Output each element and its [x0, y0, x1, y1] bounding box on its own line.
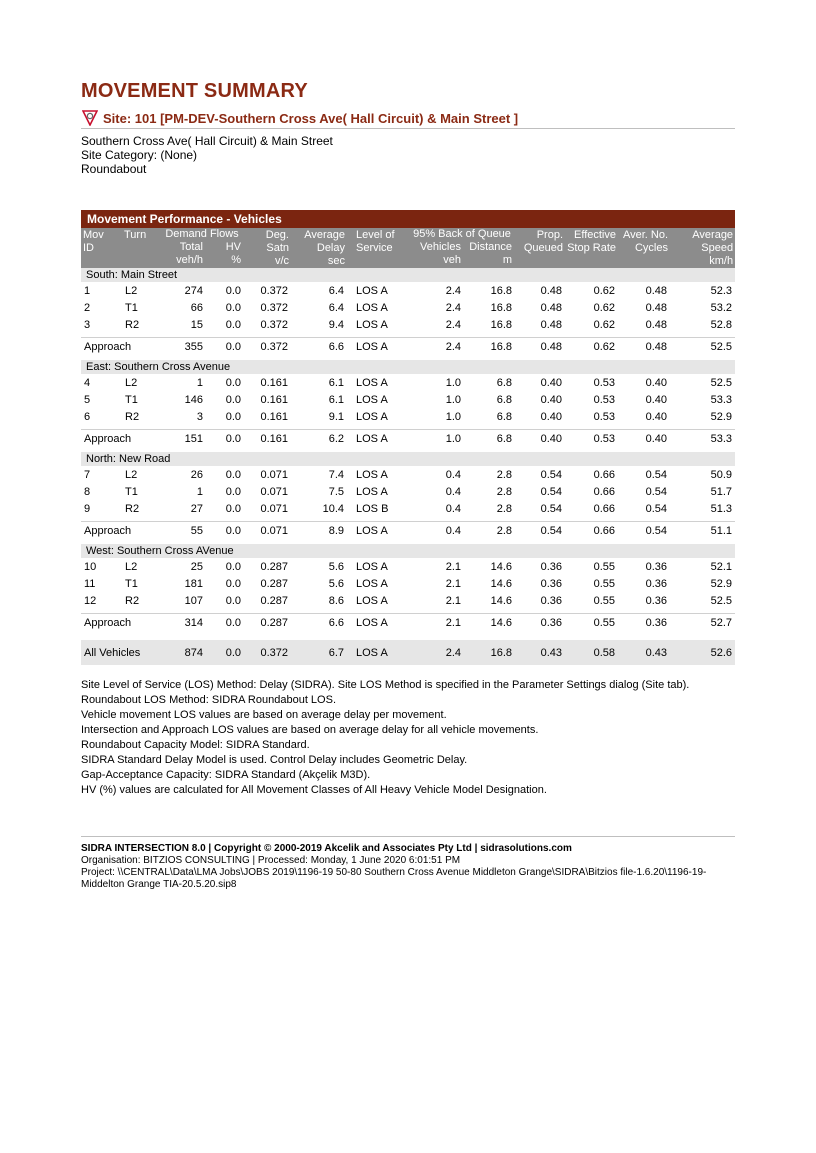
all-vehicles-row-cell: 6.7 — [291, 640, 347, 665]
table-row-cell: 52.9 — [710, 577, 733, 590]
table-row-cell: 1 — [84, 284, 91, 297]
table-row-cell: 6.1 — [328, 376, 344, 389]
table-row-cell: 0.372 — [260, 284, 288, 297]
table-row-cell: 5 — [84, 393, 91, 406]
table-row-cell: 0.36 — [645, 577, 667, 590]
table-row-cell: 10.4 — [322, 502, 344, 515]
table-row-cell: 7.4 — [328, 468, 344, 481]
table-row-cell: 2.4 — [445, 284, 461, 297]
col-vehicles: Vehicles — [420, 241, 461, 253]
table-row-cell: 6.8 — [496, 410, 512, 423]
table-row-cell: LOS A — [356, 376, 388, 389]
table-row-cell: 0.0 — [225, 502, 241, 515]
table-row-cell: 0.48 — [540, 301, 562, 314]
table-row-cell: 1 — [196, 485, 203, 498]
table-row-cell: 2.1 — [445, 560, 461, 573]
approach-row-cell: 16.8 — [464, 338, 515, 357]
approach-row-cell: 0.4 — [409, 522, 464, 541]
table-row-cell: 7 — [84, 468, 91, 481]
table-row-cell: 0.48 — [645, 318, 667, 331]
table-row-cell: L2 — [125, 560, 138, 573]
table-row-cell: 0.53 — [593, 410, 615, 423]
col-mov: Mov — [83, 229, 104, 241]
col-queued: Queued — [523, 242, 563, 254]
table-row-cell: T1 — [125, 393, 138, 406]
table-row-cell: 52.1 — [710, 560, 733, 573]
table-row-cell: 2.8 — [496, 468, 512, 481]
note: Gap-Acceptance Capacity: SIDRA Standard (Akçelik M3D). — [81, 769, 371, 781]
table-row-cell: L2 — [125, 284, 138, 297]
table-row-cell: LOS A — [356, 318, 388, 331]
approach-row-cell: Approach — [81, 430, 160, 449]
approach-group-header — [81, 544, 735, 558]
all-vehicles-row-cell: 2.4 — [409, 640, 464, 665]
table-row — [81, 391, 735, 408]
table-row-cell: 0.48 — [540, 318, 562, 331]
table-row-cell: LOS A — [356, 577, 388, 590]
table-header — [81, 228, 735, 268]
approach-row-cell: LOS A — [347, 338, 409, 357]
table-row-cell: 0.40 — [540, 393, 562, 406]
approach-row-cell: 0.53 — [565, 430, 618, 449]
col-average-speed: Average — [692, 229, 734, 241]
all-vehicles-row-cell: All Vehicles — [81, 640, 160, 665]
table-row-cell: 9.1 — [328, 410, 344, 423]
table-row-cell: 8.6 — [328, 594, 344, 607]
table-row-cell: R2 — [125, 410, 140, 423]
table-row-cell: 0.372 — [260, 301, 288, 314]
table-row-cell: 51.7 — [710, 485, 733, 498]
table-row-cell: R2 — [125, 502, 140, 515]
approach-row-cell: LOS A — [347, 522, 409, 541]
table-row-cell: 1.0 — [445, 410, 461, 423]
site-title: Site: 101 [PM-DEV-Southern Cross Ave( Hall Circuit) & Main Street ] — [103, 111, 519, 126]
table-row — [81, 575, 735, 592]
col-average: Average — [304, 229, 345, 241]
approach-row-cell: Approach — [81, 614, 160, 633]
table-row-cell: 2 — [84, 301, 91, 314]
approach-row-cell: 151 — [160, 430, 206, 449]
approach-row-cell: 0.071 — [244, 522, 291, 541]
table-row-cell: 66 — [190, 301, 203, 314]
table-row-cell: 0.0 — [225, 485, 241, 498]
table-row — [81, 299, 735, 316]
table-row-cell: 0.161 — [260, 376, 288, 389]
unit-vehh: veh/h — [176, 254, 203, 266]
approach-row-cell: 51.1 — [670, 522, 735, 541]
table-row-cell: 0.40 — [645, 410, 667, 423]
approach-row-cell: 0.62 — [565, 338, 618, 357]
table-row-cell: 0.40 — [645, 393, 667, 406]
site-category: Site Category: (None) — [81, 148, 198, 162]
table-row-cell: 0.54 — [645, 502, 667, 515]
roundabout-triangle-icon — [82, 110, 98, 126]
table-row-cell: 1.0 — [445, 393, 461, 406]
table-row-cell: LOS A — [356, 485, 388, 498]
approach-row — [81, 522, 735, 541]
approach-row-cell: LOS A — [347, 614, 409, 633]
approach-row-cell: 0.54 — [618, 522, 670, 541]
table-row-cell: 7.5 — [328, 485, 344, 498]
table-row-cell: 0.66 — [593, 502, 615, 515]
table-row-cell: 0.36 — [540, 594, 562, 607]
table-row-cell: 52.8 — [710, 318, 733, 331]
col-aver-no: Aver. No. — [622, 229, 668, 241]
footer — [81, 836, 735, 891]
table-row-cell: R2 — [125, 594, 140, 607]
approach-row-cell: 0.55 — [565, 614, 618, 633]
approach-name: East: Southern Cross Avenue — [81, 360, 735, 374]
approach-row-cell: 14.6 — [464, 614, 515, 633]
all-vehicles-row-cell: 16.8 — [464, 640, 515, 665]
unit-pct: % — [231, 254, 241, 266]
table-row-cell: 26 — [190, 468, 203, 481]
all-vehicles-row-cell: 0.58 — [565, 640, 618, 665]
approach-row-cell: 0.48 — [515, 338, 565, 357]
col-demand: Demand Flows — [165, 228, 239, 240]
table-row-cell: 0.071 — [260, 468, 288, 481]
approach-row-cell: 2.1 — [409, 614, 464, 633]
table-row-cell: 2.8 — [496, 502, 512, 515]
all-vehicles-row-cell: 0.0 — [206, 640, 244, 665]
table-row-cell: 6 — [84, 410, 91, 423]
table-row-cell: 5.6 — [328, 577, 344, 590]
table-row-cell: LOS A — [356, 594, 388, 607]
table-row-cell: 15 — [190, 318, 203, 331]
table-row-cell: T1 — [125, 577, 138, 590]
table-row-cell: 27 — [190, 502, 203, 515]
table-row-cell: 0.54 — [645, 485, 667, 498]
approach-row-cell: 52.5 — [670, 338, 735, 357]
table-row — [81, 316, 735, 333]
site-name: Southern Cross Ave( Hall Circuit) & Main Street — [81, 134, 333, 148]
table-row-cell: 14.6 — [490, 560, 512, 573]
approach-name: West: Southern Cross AVenue — [81, 544, 735, 558]
table-row-cell: 3 — [84, 318, 91, 331]
unit-veh: veh — [443, 254, 461, 266]
table-row-cell: 0.40 — [645, 376, 667, 389]
table-row-cell: 25 — [190, 560, 203, 573]
table-row-cell: 0.0 — [225, 410, 241, 423]
table-row-cell: 9.4 — [328, 318, 344, 331]
table-row-cell: 0.0 — [225, 376, 241, 389]
table-row-cell: 0.48 — [645, 301, 667, 314]
table-row-cell: 0.54 — [540, 468, 562, 481]
table-row-cell: 0.4 — [445, 485, 461, 498]
table-row-cell: 0.53 — [593, 393, 615, 406]
col-service: Service — [356, 242, 393, 254]
table-body — [81, 268, 735, 665]
approach-row-cell: 0.372 — [244, 338, 291, 357]
table-row-cell: LOS A — [356, 560, 388, 573]
note: Roundabout LOS Method: SIDRA Roundabout LOS. — [81, 694, 336, 706]
notes — [81, 678, 689, 798]
note: Roundabout Capacity Model: SIDRA Standard. — [81, 739, 310, 751]
all-vehicles-row — [81, 640, 735, 665]
table-row-cell: 0.55 — [593, 594, 615, 607]
approach-row-cell: 0.0 — [206, 338, 244, 357]
table-row-cell: 0.287 — [260, 594, 288, 607]
col-satn: Satn — [266, 242, 289, 254]
table-row-cell: 2.4 — [445, 318, 461, 331]
col-prop: Prop. — [536, 229, 563, 241]
table-row — [81, 592, 735, 609]
approach-row — [81, 338, 735, 357]
table-row-cell: LOS A — [356, 393, 388, 406]
table-row-cell: L2 — [125, 376, 138, 389]
table-row-cell: 0.40 — [540, 410, 562, 423]
table-row-cell: 0.36 — [540, 577, 562, 590]
table-row-cell: 0.66 — [593, 485, 615, 498]
col-stoprate: Stop Rate — [567, 242, 616, 254]
table-row-cell: 1 — [196, 376, 203, 389]
table-row — [81, 282, 735, 299]
all-vehicles-row-cell: 52.6 — [670, 640, 735, 665]
table-row-cell: 6.8 — [496, 393, 512, 406]
table-row-cell: 0.66 — [593, 468, 615, 481]
page-title: MOVEMENT SUMMARY — [81, 80, 308, 102]
table-row-cell: 0.0 — [225, 393, 241, 406]
table-row-cell: 0.62 — [593, 301, 615, 314]
table-row-cell: 0.36 — [645, 594, 667, 607]
approach-row-cell: 6.6 — [291, 614, 347, 633]
table-row-cell: 107 — [184, 594, 203, 607]
table-row-cell: 53.3 — [710, 393, 733, 406]
table-row-cell: 53.2 — [710, 301, 733, 314]
table-row-cell: 0.55 — [593, 560, 615, 573]
table-row-cell: 11 — [84, 577, 96, 590]
table-row-cell: 0.0 — [225, 560, 241, 573]
approach-row-cell: 0.54 — [515, 522, 565, 541]
table-row — [81, 558, 735, 575]
table-row — [81, 466, 735, 483]
table-row-cell: 0.36 — [645, 560, 667, 573]
approach-row-cell: 0.66 — [565, 522, 618, 541]
approach-row-cell: 0.0 — [206, 430, 244, 449]
table-row-cell: 1.0 — [445, 376, 461, 389]
table-row-cell: 0.0 — [225, 577, 241, 590]
approach-row-cell: 0.0 — [206, 614, 244, 633]
approach-row-cell: 52.7 — [670, 614, 735, 633]
all-vehicles-row-cell: LOS A — [347, 640, 409, 665]
table-row-cell: 4 — [84, 376, 91, 389]
all-vehicles-row-cell: 0.43 — [515, 640, 565, 665]
col-turn: Turn — [124, 229, 147, 241]
col-cycles: Cycles — [634, 242, 668, 254]
approach-row-cell: 0.36 — [515, 614, 565, 633]
table-row-cell: 6.8 — [496, 376, 512, 389]
approach-row-cell: 355 — [160, 338, 206, 357]
approach-row-cell: 2.4 — [409, 338, 464, 357]
table-row-cell: 0.40 — [540, 376, 562, 389]
table-row-cell: 14.6 — [490, 577, 512, 590]
table-row-cell: 8 — [84, 485, 91, 498]
footer-project: Project: \\CENTRAL\Data\LMA Jobs\JOBS 2019\1196-19 50-80 Southern Cross Avenue Middleton Grange\SIDRA\Bitzios file-1.6.20\1196-19-Middelton Grange TIA-20.5.20.sip8 — [81, 867, 707, 890]
table-row-cell: 16.8 — [490, 301, 512, 314]
unit-sec: sec — [327, 255, 345, 267]
unit-vc: v/c — [274, 255, 289, 267]
col-effective: Effective — [574, 229, 616, 241]
note: Intersection and Approach LOS values are based on average delay for all vehicle movements. — [81, 724, 539, 736]
approach-row-cell: 8.9 — [291, 522, 347, 541]
table-row-cell: LOS A — [356, 284, 388, 297]
approach-row-cell: 0.40 — [618, 430, 670, 449]
table-row-cell: T1 — [125, 301, 138, 314]
table-row-cell: 0.4 — [445, 502, 461, 515]
col-hv: HV — [225, 241, 241, 253]
approach-name: North: New Road — [81, 452, 735, 466]
approach-row-cell: 0.48 — [618, 338, 670, 357]
table-row-cell: 0.4 — [445, 468, 461, 481]
footer-copyright: SIDRA INTERSECTION 8.0 | Copyright © 2000-2019 Akcelik and Associates Pty Ltd | sidrasolutions.com — [81, 843, 572, 854]
table-row-cell: 6.1 — [328, 393, 344, 406]
table-row-cell: 3 — [196, 410, 203, 423]
table-row-cell: 0.287 — [260, 560, 288, 573]
table-row-cell: 0.287 — [260, 577, 288, 590]
table-row-cell: 0.62 — [593, 284, 615, 297]
col-deg: Deg. — [265, 229, 289, 241]
table-row-cell: 0.161 — [260, 393, 288, 406]
table-row-cell: 10 — [84, 560, 97, 573]
approach-row-cell: 6.8 — [464, 430, 515, 449]
table-row-cell: 181 — [184, 577, 203, 590]
table-row-cell: 0.48 — [540, 284, 562, 297]
table-row — [81, 483, 735, 500]
table-row-cell: 5.6 — [328, 560, 344, 573]
table-row-cell: 0.0 — [225, 318, 241, 331]
table-row-cell: L2 — [125, 468, 138, 481]
approach-row-cell: Approach — [81, 522, 160, 541]
table-row-cell: LOS A — [356, 468, 388, 481]
table-row-cell: 6.4 — [328, 284, 344, 297]
table-row-cell: 52.5 — [710, 594, 733, 607]
table-row-cell: 0.0 — [225, 594, 241, 607]
approach-row-cell: 6.6 — [291, 338, 347, 357]
note: Site Level of Service (LOS) Method: Delay (SIDRA). Site LOS Method is specified in the Parameter Settings dialog (Site tab). — [81, 679, 690, 691]
table-row-cell: R2 — [125, 318, 140, 331]
site-type: Roundabout — [81, 162, 147, 176]
table-row-cell: 16.8 — [490, 284, 512, 297]
col-speed: Speed — [701, 242, 734, 254]
unit-m: m — [502, 254, 512, 266]
site-info — [81, 134, 333, 176]
table-row-cell: 2.4 — [445, 301, 461, 314]
col-level: Level of — [356, 229, 395, 241]
table-row-cell: 0.54 — [540, 502, 562, 515]
approach-row — [81, 430, 735, 449]
table-row-cell: 51.3 — [710, 502, 733, 515]
table-row-cell: 0.36 — [540, 560, 562, 573]
approach-row-cell: 0.161 — [244, 430, 291, 449]
approach-row-cell: Approach — [81, 338, 160, 357]
note: SIDRA Standard Delay Model is used. Control Delay includes Geometric Delay. — [81, 754, 468, 766]
col-id: ID — [83, 242, 94, 254]
table-row-cell: 0.0 — [225, 468, 241, 481]
all-vehicles-row-cell: 0.372 — [244, 640, 291, 665]
movement-table — [81, 210, 735, 665]
table-row-cell: 0.372 — [260, 318, 288, 331]
table-row-cell: 2.8 — [496, 485, 512, 498]
footer-organisation: Organisation: BITZIOS CONSULTING | Processed: Monday, 1 June 2020 6:01:51 PM — [81, 855, 461, 866]
table-row-cell: 52.3 — [710, 284, 733, 297]
approach-group-header — [81, 268, 735, 282]
table-row-cell: 9 — [84, 502, 91, 515]
table-row-cell: 0.071 — [260, 485, 288, 498]
table-row-cell: LOS A — [356, 410, 388, 423]
approach-row-cell: 0.40 — [515, 430, 565, 449]
table-row-cell: 0.62 — [593, 318, 615, 331]
approach-name: South: Main Street — [81, 268, 735, 282]
col-queue: 95% Back of Queue — [413, 228, 511, 240]
approach-row-cell: 0.0 — [206, 522, 244, 541]
col-delay: Delay — [316, 242, 345, 254]
approach-row-cell: 0.287 — [244, 614, 291, 633]
approach-row-cell: 314 — [160, 614, 206, 633]
approach-group-header — [81, 360, 735, 374]
table-row-cell: 0.55 — [593, 577, 615, 590]
approach-row-cell: 53.3 — [670, 430, 735, 449]
table-row-cell: 0.161 — [260, 410, 288, 423]
table-row-cell: 0.071 — [260, 502, 288, 515]
table-row-cell: 0.54 — [540, 485, 562, 498]
table-row-cell: 14.6 — [490, 594, 512, 607]
approach-row — [81, 614, 735, 633]
site-heading — [81, 110, 735, 129]
table-row-cell: 12 — [84, 594, 97, 607]
col-distance: Distance — [469, 241, 512, 253]
all-vehicles-row-cell: 0.43 — [618, 640, 670, 665]
approach-row-cell: 2.8 — [464, 522, 515, 541]
table-row-cell: T1 — [125, 485, 138, 498]
table-row-cell: 52.5 — [710, 376, 733, 389]
table-row-cell: 274 — [184, 284, 203, 297]
table-row-cell: 0.0 — [225, 284, 241, 297]
table-row-cell: LOS A — [356, 301, 388, 314]
approach-group-header — [81, 452, 735, 466]
table-row-cell: 50.9 — [710, 468, 733, 481]
table-row — [81, 500, 735, 517]
table-row-cell: 0.48 — [645, 284, 667, 297]
table-row-cell: 16.8 — [490, 318, 512, 331]
table-row-cell: 0.0 — [225, 301, 241, 314]
unit-kmh: km/h — [709, 255, 734, 267]
approach-row-cell: 6.2 — [291, 430, 347, 449]
table-row-cell: 0.54 — [645, 468, 667, 481]
table-row-cell: 52.9 — [710, 410, 733, 423]
table-title: Movement Performance - Vehicles — [81, 210, 735, 228]
table-row-cell: 146 — [184, 393, 203, 406]
table-row-cell: LOS B — [356, 502, 389, 515]
approach-row-cell: 55 — [160, 522, 206, 541]
all-vehicles-row-cell: 874 — [160, 640, 206, 665]
table-row-cell: 2.1 — [445, 594, 461, 607]
table-row — [81, 374, 735, 391]
approach-row-cell: 1.0 — [409, 430, 464, 449]
table-row-cell: 2.1 — [445, 577, 461, 590]
note: HV (%) values are calculated for All Movement Classes of All Heavy Vehicle Model Designation. — [81, 784, 547, 796]
approach-row-cell: LOS A — [347, 430, 409, 449]
table-row-cell: 6.4 — [328, 301, 344, 314]
table-row — [81, 408, 735, 425]
col-total: Total — [179, 241, 203, 253]
approach-row-cell: 0.36 — [618, 614, 670, 633]
note: Vehicle movement LOS values are based on average delay per movement. — [81, 709, 447, 721]
table-row-cell: 0.53 — [593, 376, 615, 389]
